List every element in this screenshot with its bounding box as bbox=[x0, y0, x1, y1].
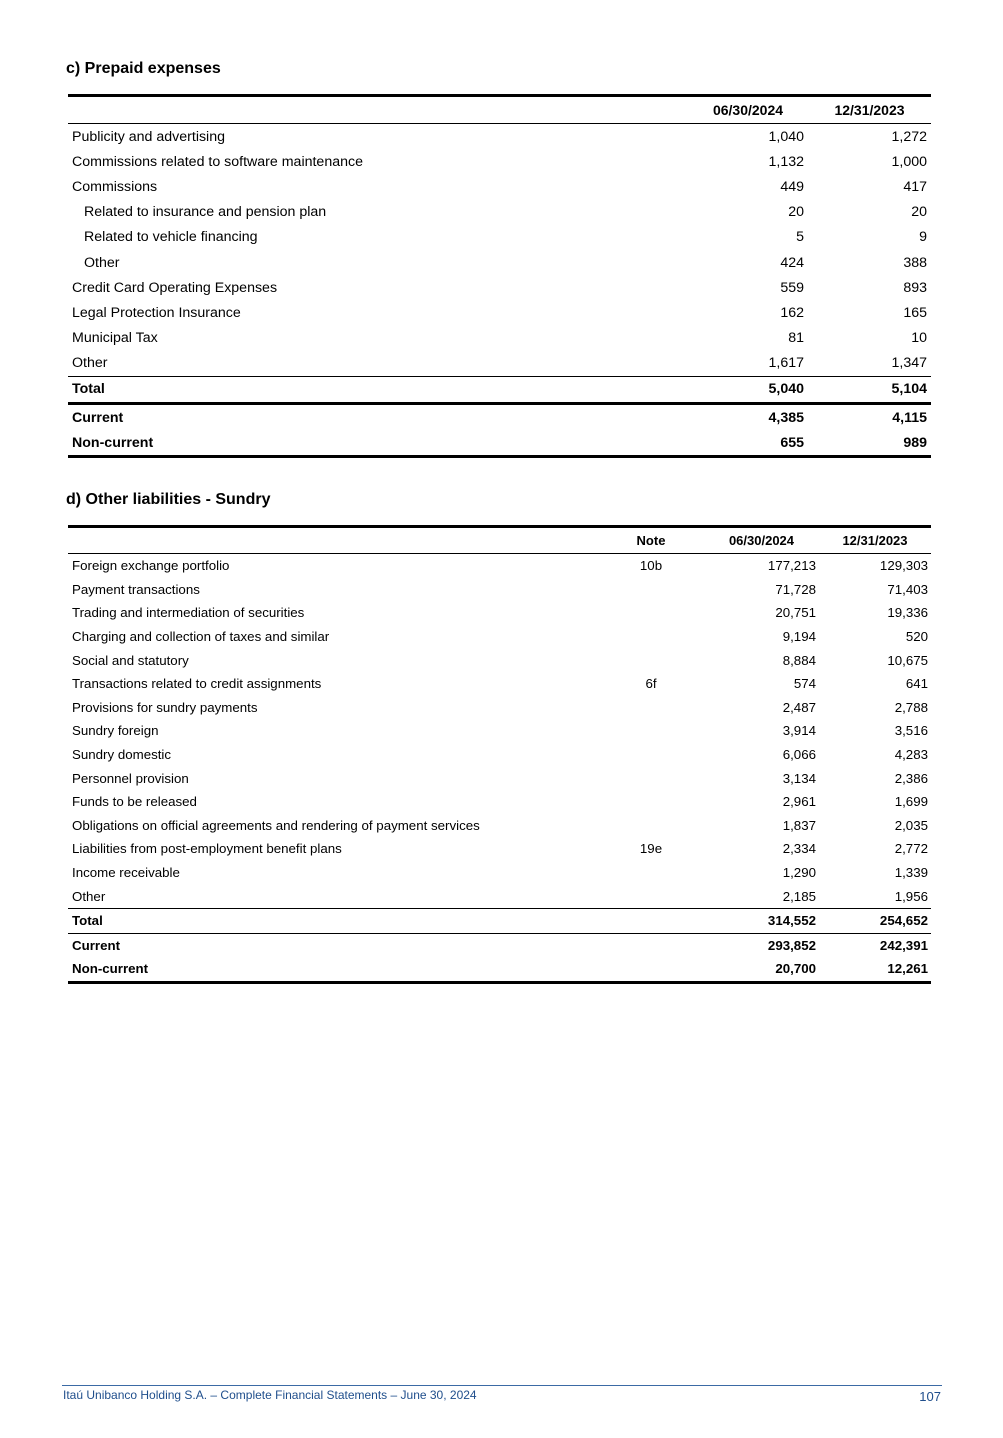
footer-divider bbox=[62, 1385, 942, 1386]
row-label: Credit Card Operating Expenses bbox=[72, 279, 278, 296]
table-row bbox=[68, 300, 931, 325]
table-row bbox=[68, 696, 931, 720]
value-2023: 1,272 bbox=[891, 128, 927, 145]
row-label: Other bbox=[72, 888, 106, 904]
value-2024: 5 bbox=[796, 229, 804, 246]
row-note bbox=[598, 861, 704, 885]
value-2024: 3,134 bbox=[782, 770, 816, 786]
table-row bbox=[68, 149, 931, 174]
value-2023: 641 bbox=[905, 676, 928, 692]
value-2023: 254,652 bbox=[819, 908, 931, 933]
value-2024: 81 bbox=[788, 330, 804, 347]
header-label bbox=[68, 96, 688, 124]
value-2023: 3,516 bbox=[894, 723, 928, 739]
row-label: Current bbox=[68, 933, 598, 957]
table-header-row bbox=[68, 527, 931, 554]
row-note bbox=[598, 696, 704, 720]
table-row bbox=[68, 275, 931, 300]
row-note: 6f bbox=[645, 676, 657, 692]
value-2023: 10,675 bbox=[887, 652, 928, 668]
row-note bbox=[598, 814, 704, 838]
row-label: Payment transactions bbox=[72, 581, 200, 597]
value-2023: 129,303 bbox=[879, 558, 928, 574]
value-2023: 520 bbox=[905, 629, 928, 645]
row-label: Total bbox=[68, 908, 598, 933]
value-2023: 4,115 bbox=[808, 404, 931, 431]
value-2024: 655 bbox=[780, 434, 804, 451]
row-note bbox=[598, 933, 704, 957]
row-label: Total bbox=[68, 376, 688, 403]
table-row bbox=[68, 672, 931, 696]
table-row bbox=[68, 225, 931, 250]
value-2024: 71,728 bbox=[775, 581, 816, 597]
value-2024: 424 bbox=[780, 254, 804, 271]
header-note: Note bbox=[598, 527, 704, 554]
table-row bbox=[68, 719, 931, 743]
value-2023: 165 bbox=[903, 304, 927, 321]
table-row bbox=[68, 648, 931, 672]
value-2023: 1,699 bbox=[894, 794, 928, 810]
value-2024: 162 bbox=[780, 304, 804, 321]
row-note bbox=[598, 601, 704, 625]
row-label: Charging and collection of taxes and similar bbox=[72, 629, 330, 645]
value-2024: 1,837 bbox=[782, 817, 816, 833]
header-date-2024: 06/30/2024 bbox=[704, 527, 819, 554]
row-label: Income receivable bbox=[72, 865, 180, 881]
total-row bbox=[68, 908, 931, 933]
row-label: Current bbox=[68, 404, 688, 431]
table-row bbox=[68, 124, 931, 150]
header-date-2023: 12/31/2023 bbox=[808, 96, 931, 124]
prepaid-expenses-title: c) Prepaid expenses bbox=[66, 60, 221, 77]
value-2024: 177,213 bbox=[767, 558, 816, 574]
value-2024: 1,617 bbox=[768, 355, 804, 372]
value-2023: 2,386 bbox=[894, 770, 928, 786]
table-row bbox=[68, 554, 931, 578]
value-2024: 574 bbox=[793, 676, 816, 692]
value-2023: 2,788 bbox=[894, 699, 928, 715]
row-label: Sundry domestic bbox=[72, 747, 172, 763]
row-note bbox=[598, 743, 704, 767]
value-2024: 20 bbox=[788, 204, 804, 221]
value-2024: 559 bbox=[780, 279, 804, 296]
row-note bbox=[598, 957, 704, 982]
header-date-2024: 06/30/2024 bbox=[688, 96, 808, 124]
value-2023: 9 bbox=[919, 229, 927, 246]
row-label: Obligations on official agreements and rendering of payment services bbox=[72, 817, 480, 833]
row-note bbox=[598, 719, 704, 743]
row-label: Non-current bbox=[72, 434, 154, 451]
value-2024: 6,066 bbox=[782, 747, 816, 763]
value-2023: 20 bbox=[911, 204, 927, 221]
table-header-row bbox=[68, 96, 931, 124]
value-2023: 417 bbox=[903, 178, 927, 195]
row-label: Provisions for sundry payments bbox=[72, 699, 258, 715]
value-2024: 1,132 bbox=[768, 153, 804, 170]
row-note bbox=[598, 625, 704, 649]
row-note bbox=[598, 648, 704, 672]
row-label: Personnel provision bbox=[72, 770, 189, 786]
page-number: 107 bbox=[919, 1389, 941, 1404]
row-note bbox=[598, 578, 704, 602]
value-2023: 10 bbox=[911, 330, 927, 347]
other-liabilities-sundry-table bbox=[68, 525, 931, 984]
row-label: Funds to be released bbox=[72, 794, 197, 810]
current-row bbox=[68, 404, 931, 431]
value-2024: 9,194 bbox=[782, 629, 816, 645]
row-label: Foreign exchange portfolio bbox=[72, 558, 230, 574]
value-2023: 71,403 bbox=[887, 581, 928, 597]
row-note bbox=[598, 766, 704, 790]
value-2024: 2,961 bbox=[782, 794, 816, 810]
row-label: Liabilities from post-employment benefit plans bbox=[72, 841, 342, 857]
row-label: Other bbox=[72, 355, 108, 372]
row-label: Non-current bbox=[72, 961, 149, 977]
non-current-row bbox=[68, 430, 931, 457]
row-label: Related to insurance and pension plan bbox=[84, 204, 327, 221]
value-2024: 449 bbox=[780, 178, 804, 195]
value-2023: 19,336 bbox=[887, 605, 928, 621]
table-row bbox=[68, 351, 931, 377]
value-2023: 1,956 bbox=[894, 888, 928, 904]
value-2023: 2,035 bbox=[894, 817, 928, 833]
non-current-row bbox=[68, 957, 931, 982]
row-label: Sundry foreign bbox=[72, 723, 159, 739]
table-row bbox=[68, 766, 931, 790]
table-row bbox=[68, 743, 931, 767]
value-2024: 1,290 bbox=[782, 865, 816, 881]
row-note bbox=[598, 908, 704, 933]
value-2023: 1,347 bbox=[891, 355, 927, 372]
row-label: Social and statutory bbox=[72, 652, 189, 668]
footer-text: Itaú Unibanco Holding S.A. – Complete Financial Statements – June 30, 2024 bbox=[63, 1388, 477, 1402]
value-2024: 5,040 bbox=[688, 376, 808, 403]
table-row bbox=[68, 884, 931, 908]
value-2024: 20,700 bbox=[775, 961, 816, 977]
table-row bbox=[68, 790, 931, 814]
current-row bbox=[68, 933, 931, 957]
row-label: Municipal Tax bbox=[72, 330, 158, 347]
row-note: 10b bbox=[639, 558, 663, 574]
value-2024: 2,487 bbox=[782, 699, 816, 715]
value-2024: 314,552 bbox=[704, 908, 819, 933]
table-row bbox=[68, 578, 931, 602]
value-2024: 4,385 bbox=[688, 404, 808, 431]
row-note bbox=[598, 790, 704, 814]
prepaid-expenses-table bbox=[68, 94, 931, 458]
row-label: Commissions bbox=[72, 178, 158, 195]
value-2024: 20,751 bbox=[775, 605, 816, 621]
value-2023: 242,391 bbox=[819, 933, 931, 957]
value-2024: 2,185 bbox=[782, 888, 816, 904]
table-row bbox=[68, 174, 931, 199]
table-row bbox=[68, 861, 931, 885]
row-label: Publicity and advertising bbox=[72, 128, 225, 145]
value-2023: 2,772 bbox=[894, 841, 928, 857]
value-2023: 5,104 bbox=[808, 376, 931, 403]
table-row bbox=[68, 200, 931, 225]
value-2024: 1,040 bbox=[768, 128, 804, 145]
row-label: Transactions related to credit assignments bbox=[72, 676, 322, 692]
value-2024: 293,852 bbox=[704, 933, 819, 957]
row-label: Trading and intermediation of securities bbox=[72, 605, 305, 621]
table-row bbox=[68, 250, 931, 275]
value-2024: 3,914 bbox=[782, 723, 816, 739]
table-row bbox=[68, 326, 931, 351]
row-label: Commissions related to software maintenance bbox=[72, 153, 363, 170]
row-label: Related to vehicle financing bbox=[84, 229, 258, 246]
header-label bbox=[68, 527, 598, 554]
table-row bbox=[68, 814, 931, 838]
row-note: 19e bbox=[639, 841, 663, 857]
value-2023: 12,261 bbox=[887, 961, 928, 977]
table-row bbox=[68, 625, 931, 649]
row-note bbox=[598, 884, 704, 908]
value-2023: 893 bbox=[903, 279, 927, 296]
value-2023: 989 bbox=[903, 434, 927, 451]
total-row bbox=[68, 376, 931, 403]
row-label: Legal Protection Insurance bbox=[72, 304, 241, 321]
value-2023: 4,283 bbox=[894, 747, 928, 763]
table-row bbox=[68, 601, 931, 625]
value-2024: 8,884 bbox=[782, 652, 816, 668]
header-date-2023: 12/31/2023 bbox=[819, 527, 931, 554]
value-2023: 1,339 bbox=[894, 865, 928, 881]
row-label: Other bbox=[84, 254, 120, 271]
value-2023: 388 bbox=[903, 254, 927, 271]
table-row bbox=[68, 837, 931, 861]
other-liabilities-sundry-title: d) Other liabilities - Sundry bbox=[66, 491, 271, 508]
value-2023: 1,000 bbox=[891, 153, 927, 170]
value-2024: 2,334 bbox=[782, 841, 816, 857]
